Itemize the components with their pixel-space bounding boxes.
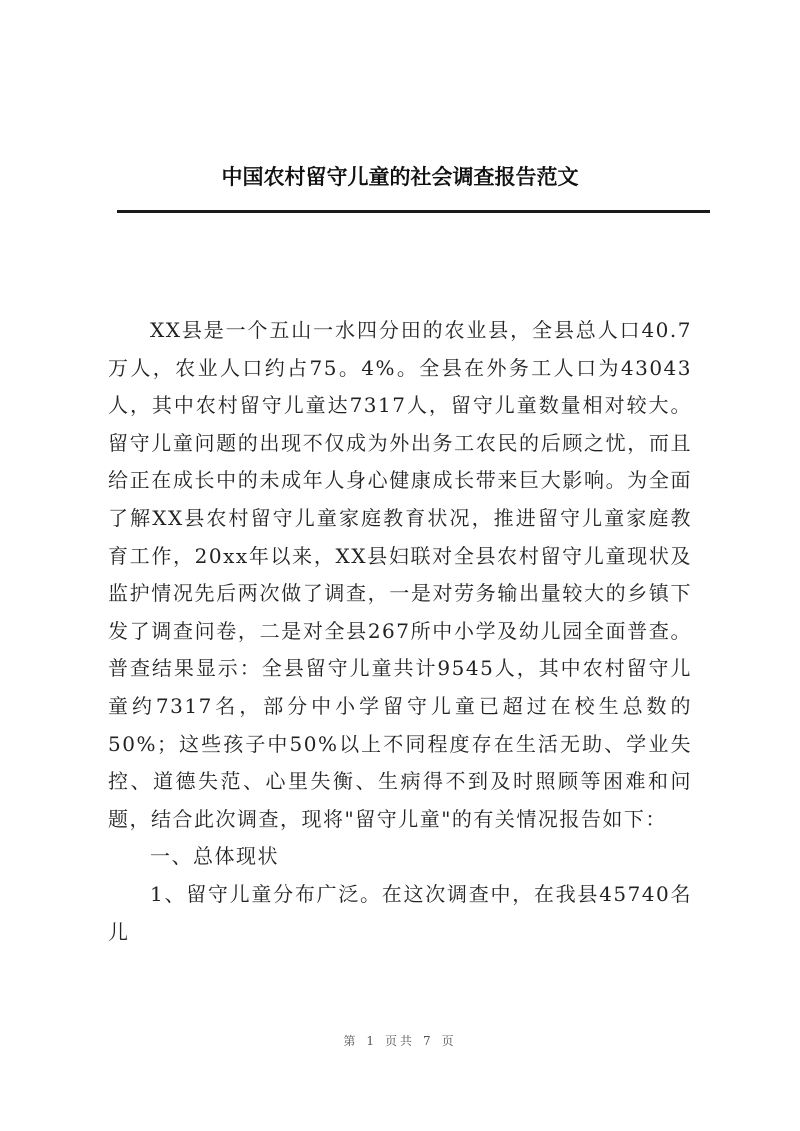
footer-mid: 页共 — [384, 1034, 415, 1048]
title-underline — [117, 210, 710, 213]
section-paragraph: 1、留守儿童分布广泛。在这次调查中，在我县45740名儿 — [108, 881, 692, 944]
page-footer — [0, 1032, 800, 1049]
document-title: 中国农村留守儿童的社会调查报告范文 — [221, 165, 579, 189]
footer-current-page: 1 — [366, 1034, 377, 1048]
intro-paragraph: XX县是一个五山一水四分田的农业县，全县总人口40.7万人，农业人口约占75。4%。全县在外务工人口为43043人，其中农村留守儿童达7317人，留守儿童数量相对较大。留守儿童问题的出现不仅成为外出务工农民的后顾之忧，而且给正在成长中的未成年人身心健康成长带来巨大影响。为全面了解XX县农村留守儿童家庭教育状况，推进留守儿童家庭教育工作，20xx年以来，XX县妇联对全县农村留守儿童现状及监护情况先后两次做了调查，一是对劳务输出量较大的乡镇下发了调查问卷，二是对全县267所中小学及幼儿园全面普查。普查结果显示：全县留守儿童共计9545人，其中农村留守儿童约7317名，部分中小学留守儿童已超过在校生总数的50%；这些孩子中50%以上不同程度存在生活无助、学业失控、道德失范、心里失衡、生病得不到及时照顾等困难和问题，结合此次调查，现将"留守儿童"的有关情况报告如下： — [108, 318, 692, 831]
section-heading: 一、总体现状 — [150, 844, 279, 869]
document-body — [108, 312, 692, 951]
footer-suffix: 页 — [441, 1034, 457, 1048]
footer-total-pages: 7 — [423, 1034, 434, 1048]
footer-prefix: 第 — [343, 1034, 359, 1048]
